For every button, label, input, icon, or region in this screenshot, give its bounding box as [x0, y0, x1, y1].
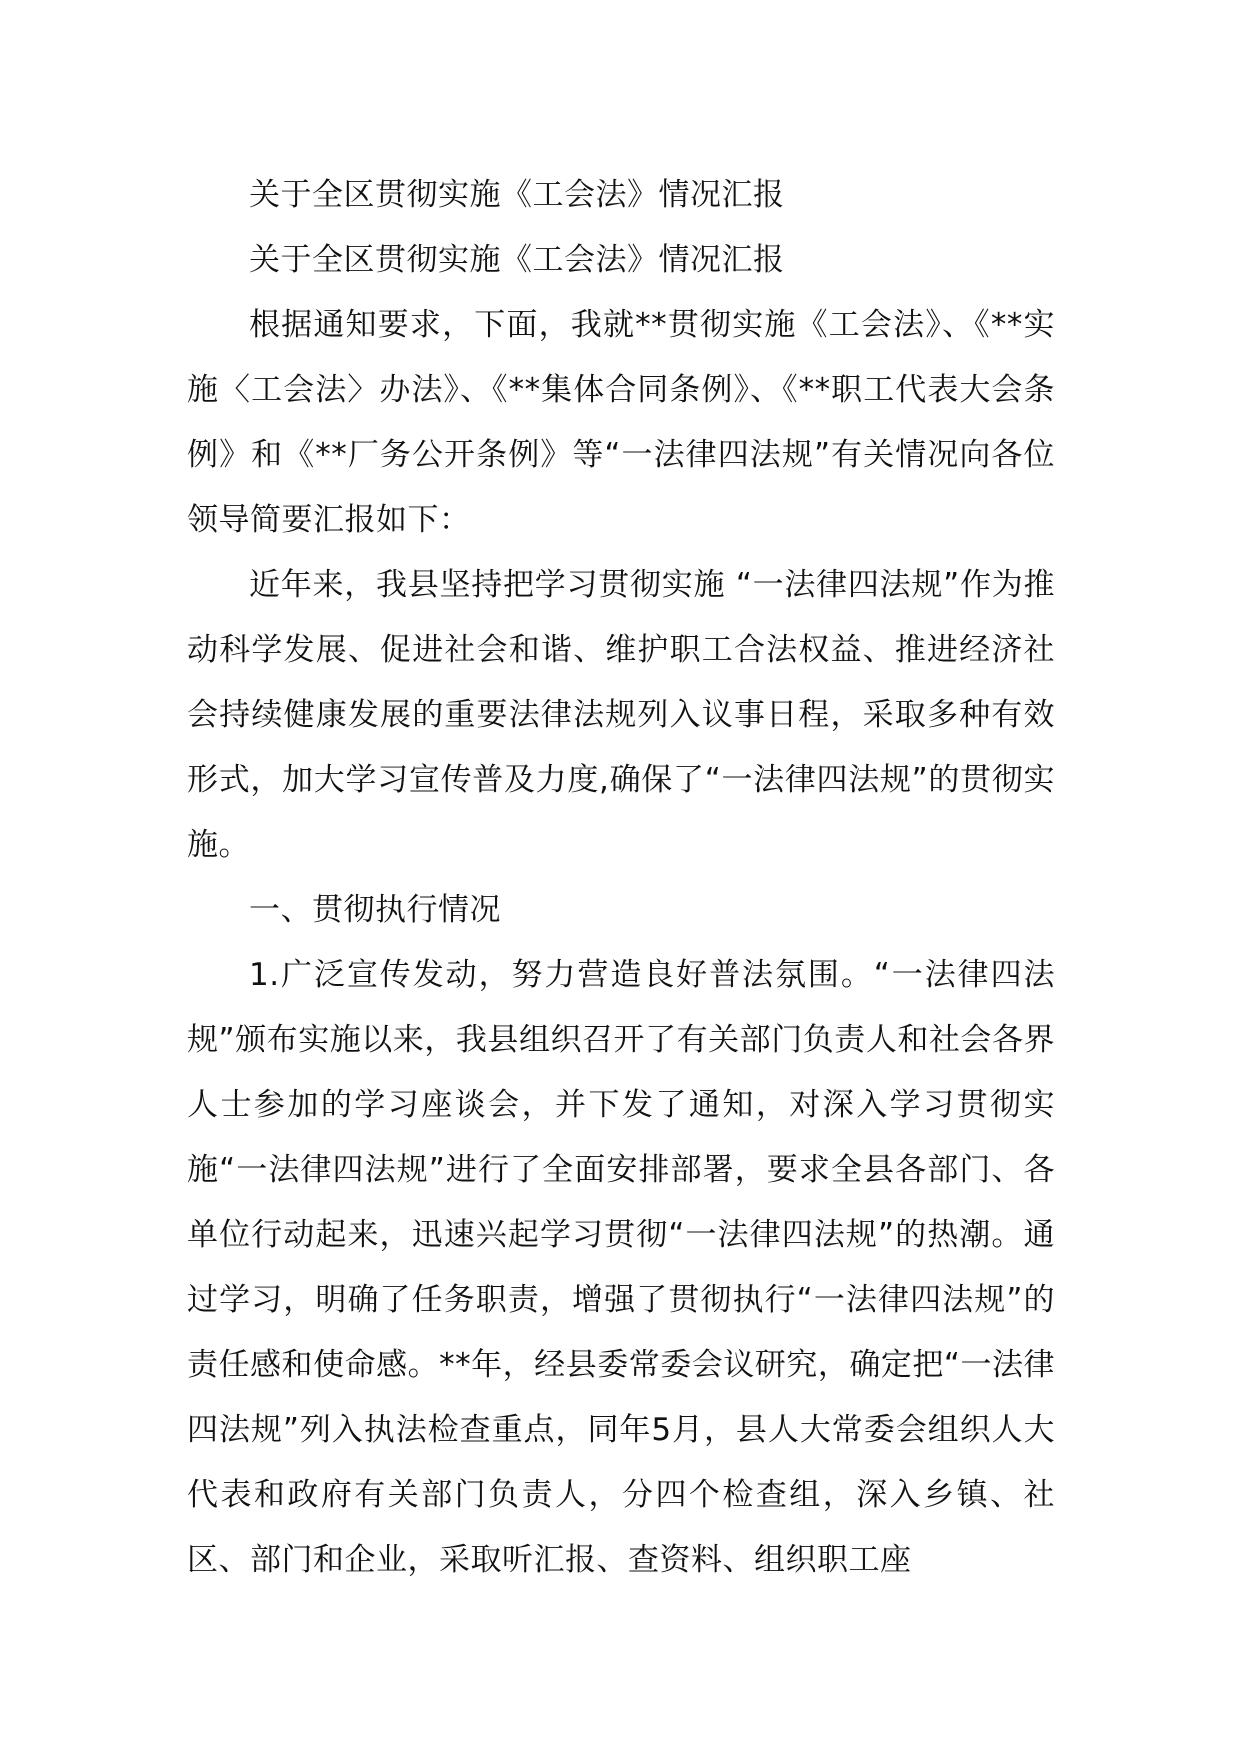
section-heading: 一、贯彻执行情况: [249, 892, 501, 928]
document-title: 关于全区贯彻实施《工会法》情况汇报: [249, 177, 785, 213]
document-title-repeat: 关于全区贯彻实施《工会法》情况汇报: [249, 242, 785, 278]
background-paragraph: 近年来，我县坚持把学习贯彻实施 “一法律四法规”作为推动科学发展、促进社会和谐、维护职工合法权益、推进经济社会持续健康发展的重要法律法规列入议事日程，采取多种有效形式，加大学习宣传普及力度,确保了“一法律四法规”的贯彻实施。: [187, 567, 1055, 863]
section-paragraph: 1.广泛宣传发动，努力营造良好普法氛围。“一法律四法规”颁布实施以来，我县组织召开了有关部门负责人和社会各界人士参加的学习座谈会，并下发了通知，对深入学习贯彻实施“一法律四法规”进行了全面安排部署，要求全县各部门、各单位行动起来，迅速兴起学习贯彻“一法律四法规”的热潮。通过学习，明确了任务职责，增强了贯彻执行“一法律四法规”的责任感和使命感。**年，经县委常委会议研究，确定把“一法律四法规”列入执法检查重点，同年5月，县人大常委会组织人大代表和政府有关部门负责人，分四个检查组，深入乡镇、社区、部门和企业，采取听汇报、查资料、组织职工座: [187, 957, 1055, 1578]
intro-paragraph: 根据通知要求，下面，我就**贯彻实施《工会法》、《**实施〈工会法〉办法》、《**集体合同条例》、《**职工代表大会条例》和《**厂务公开条例》等“一法律四法规”有关情况向各位领导简要汇报如下：: [187, 307, 1055, 538]
document-body: [187, 163, 1055, 1593]
